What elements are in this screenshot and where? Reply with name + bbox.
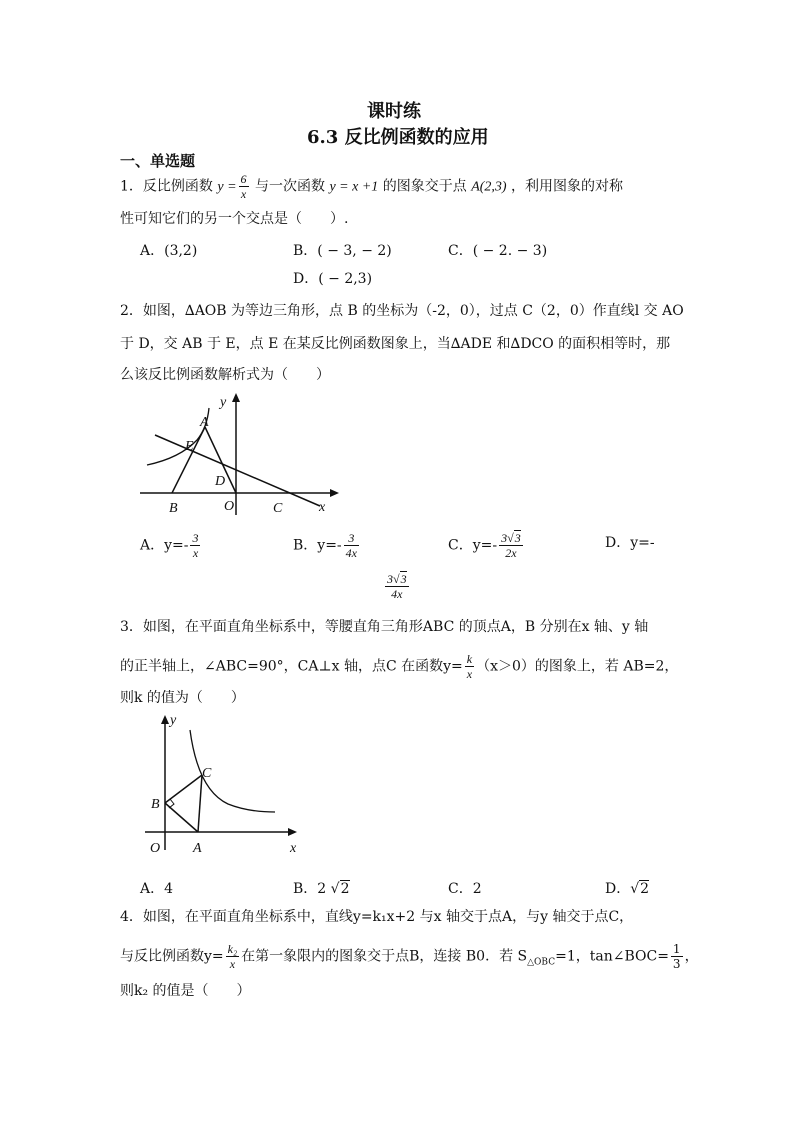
q2-option-d-value: $\frac{3√3}{4x}$ [387, 572, 407, 601]
q3-label-b: B [151, 797, 160, 812]
question-4-line-2: 与反比例函数y= $\frac{\text{k₂}}{x}$ 在第一象限内的图象交于点B，连接 B0．若 $S_{\triangle OBC}=1$，tan∠BOC= $\frac{1}{3}$ ， [120, 942, 699, 971]
question-3-line-2: 的正半轴上，∠ABC=90°，CA⊥x 轴，点C 在函数y= $\frac{k}{x}$ （x＞0）的图象上，若 AB=2， [120, 652, 679, 681]
q1-option-d[interactable]: D．( − 2,3) [293, 271, 373, 287]
q3-figure [140, 710, 320, 860]
q2-label-o: O [224, 499, 235, 514]
page-subtitle: 6.3 反比例函数的应用 [307, 127, 489, 148]
q2-option-b[interactable]: B．y=- $\frac{3}{4x}$ [293, 531, 357, 560]
q1-text: 与一次函数 [255, 178, 325, 195]
question-2-line-3: 么该反比例函数解析式为（ ） [120, 367, 330, 383]
q2-label-c: C [273, 501, 283, 516]
q3-label-c: C [202, 766, 212, 781]
question-3-line-1 [120, 617, 648, 637]
q1-eq2: y = x +1 [329, 179, 379, 195]
q3-label-o: O [150, 841, 161, 856]
q1-eq1-lhs: y = [217, 179, 237, 195]
q2-line-l [155, 435, 320, 506]
q1-option-a[interactable]: A．(3,2) [140, 243, 198, 259]
q2-figure [135, 390, 345, 520]
question-2-line-2: 于 D，交 AB 于 E，点 E 在某反比例函数图象上，当∆ADE 和∆DCO 的面积相等时，那 [120, 336, 671, 352]
question-number: 1． [120, 178, 143, 195]
q1-text: 的图象交于点 [382, 178, 467, 195]
q3-text: 如图，在平面直角坐标系中，等腰直角三角形ABC 的顶点A，B 分别在x 轴、y 轴 [142, 619, 649, 635]
q2-text: 如图，∆AOB 为等边三角形，点 B 的坐标为（-2，0），过点 C（2，0）作直线l 交 AO [142, 303, 684, 319]
q2-option-a[interactable]: A．y=- $\frac{3}{x}$ [140, 531, 199, 560]
question-4-line-1 [120, 907, 633, 927]
q3-segment-bc [165, 775, 202, 803]
q1-text: ，利用图象的对称 [511, 178, 624, 195]
q2-label-y: y [220, 395, 227, 410]
question-2-line-1 [120, 301, 684, 321]
q2-option-c[interactable]: C．y=- $\frac{3√3}{2x}$ [448, 531, 521, 560]
q2-label-b: B [169, 501, 178, 516]
section-heading: 一、单选题 [120, 152, 196, 170]
q2-label-d: D [215, 474, 226, 489]
q1-text: 反比例函数 [142, 178, 213, 195]
q3-label-x: x [290, 841, 297, 856]
question-4-line-3: 则k₂ 的值是（ ） [120, 983, 251, 999]
q3-option-c[interactable]: C．2 [448, 881, 482, 897]
q2-y-arrow [232, 393, 240, 402]
q1-option-b[interactable]: B．( − 3, − 2) [293, 243, 392, 259]
question-number: 4． [120, 909, 143, 925]
q3-option-b[interactable]: B．2 √2 [293, 881, 350, 897]
q3-y-arrow [161, 715, 169, 724]
q1-point: A(2,3) [471, 179, 507, 195]
q2-label-x: x [319, 500, 326, 515]
question-number: 3． [120, 619, 143, 635]
q2-label-a: A [200, 415, 209, 430]
q3-x-arrow [288, 828, 297, 836]
q1-option-c[interactable]: C．( − 2. − 3) [448, 243, 548, 259]
q1-eq1-fraction: $\frac{6}{x}$ [240, 172, 247, 201]
page-title: 课时练 [367, 101, 421, 122]
q2-label-e: E [185, 439, 194, 454]
q2-x-arrow [330, 489, 339, 497]
q3-segment-ca [198, 775, 202, 832]
question-1-line-2: 性可知它们的另一个交点是（ ）. [120, 211, 349, 227]
q2-option-d[interactable]: D．y=- [605, 535, 655, 551]
question-1-line-1 [120, 172, 623, 201]
q3-label-a: A [193, 841, 202, 856]
q3-label-y: y [170, 713, 177, 728]
q4-text: 如图，在平面直角坐标系中，直线y=k₁x+2 与x 轴交于点A，与y 轴交于点C， [142, 909, 634, 925]
q3-option-a[interactable]: A．4 [140, 881, 174, 897]
q3-option-d[interactable]: D．√2 [605, 881, 650, 897]
question-3-line-3: 则k 的值为（ ） [120, 690, 245, 706]
question-number: 2． [120, 303, 143, 319]
